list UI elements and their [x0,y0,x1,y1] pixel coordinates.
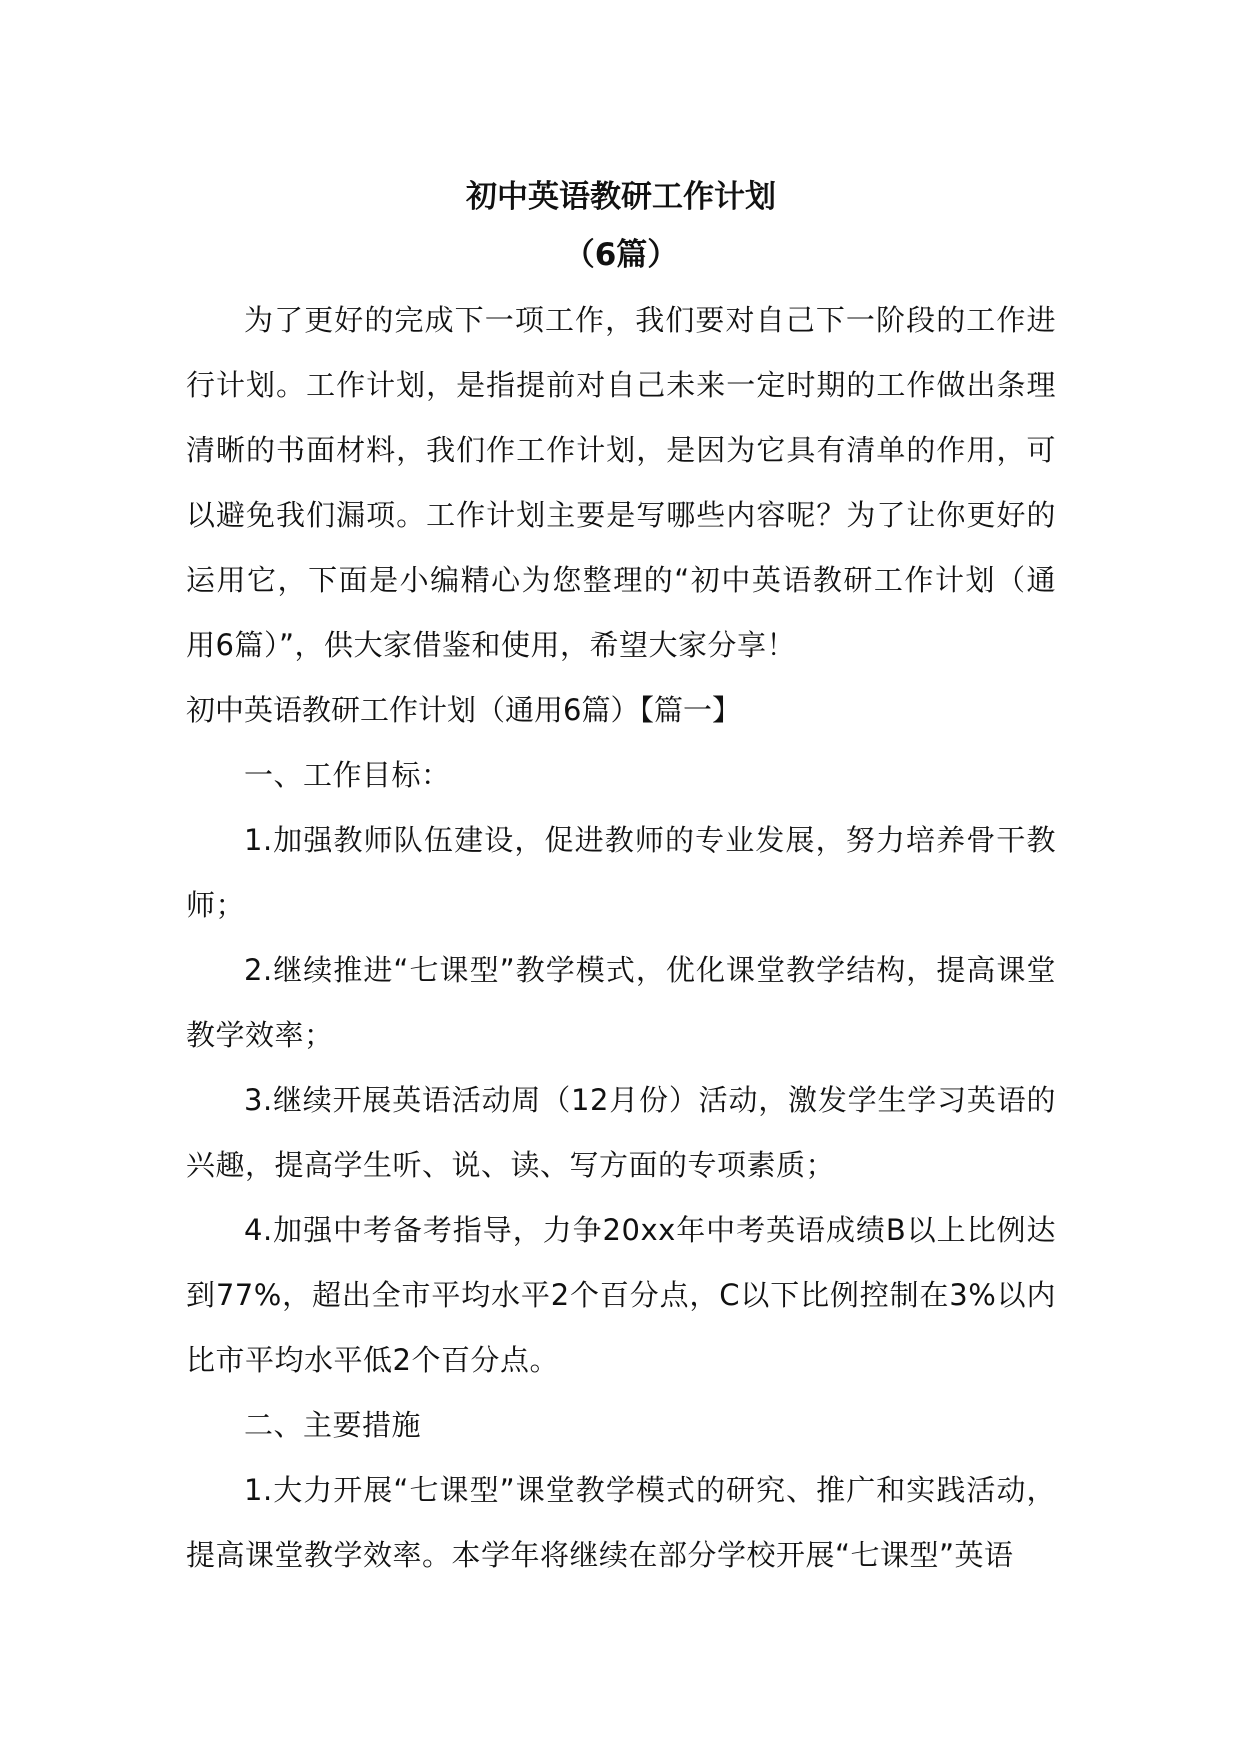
goal-item-2: 2.继续推进“七课型”教学模式，优化课堂教学结构，提高课堂教学效率； [186,953,1056,1052]
document-title: 初中英语教研工作计划 [466,179,776,215]
intro-paragraph: 为了更好的完成下一项工作，我们要对自己下一阶段的工作进行计划。工作计划，是指提前对自己未来一定时期的工作做出条理清晰的书面材料，我们作工作计划，是因为它具有清单的作用，可以避免我们漏项。工作计划主要是写哪些内容呢？为了让你更好的运用它，下面是小编精心为您整理的“初中英语教研工作计划（通用6篇）”，供大家借鉴和使用，希望大家分享！ [186,303,1056,662]
section-heading-goals: 一、工作目标： [244,758,451,792]
section-heading-measures: 二、主要措施 [244,1408,422,1442]
document-subtitle: （6篇） [563,237,679,273]
measure-item-1: 1.大力开展“七课型”课堂教学模式的研究、推广和实践活动，提高课堂教学效率。本学年将继续在部分学校开展“七课型”英语 [186,1473,1056,1572]
goal-item-3: 3.继续开展英语活动周（12月份）活动，激发学生学习英语的兴趣，提高学生听、说、读、写方面的专项素质； [186,1083,1056,1182]
goal-item-4: 4.加强中考备考指导，力争20xx年中考英语成绩B以上比例达到77%，超出全市平均水平2个百分点，C以下比例控制在3%以内比市平均水平低2个百分点。 [186,1213,1056,1377]
goal-item-1: 1.加强教师队伍建设，促进教师的专业发展，努力培养骨干教师； [186,823,1056,922]
document-body [186,168,1056,1588]
article-heading: 初中英语教研工作计划（通用6篇）【篇一】 [186,693,741,727]
